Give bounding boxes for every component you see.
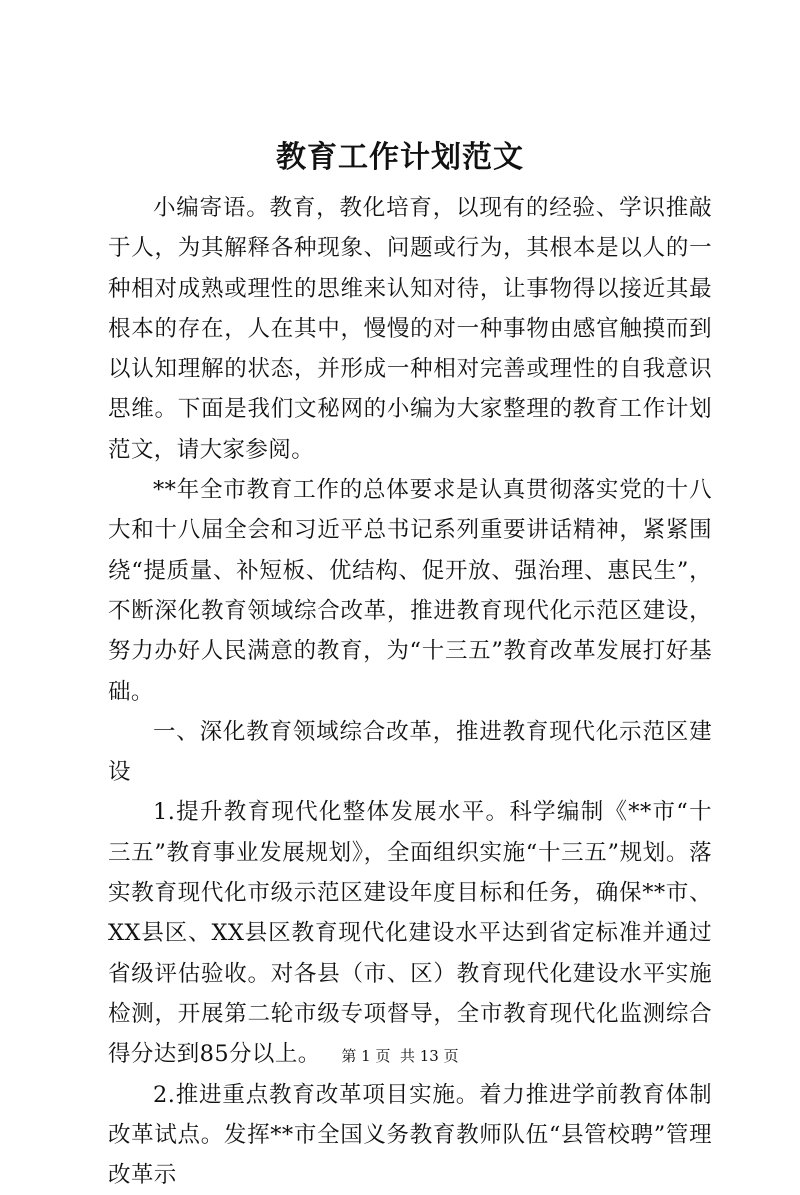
page-footer [0, 1046, 800, 1066]
page-number: 第 1 页 共 13 页 [341, 1047, 459, 1065]
section-heading-1: 一、深化教育领域综合改革，推进教育现代化示范区建设 [108, 718, 712, 786]
paragraph-overall-requirements: **年全市教育工作的总体要求是认真贯彻落实党的十八大和十八届全会和习近平总书记系列重要讲话精神，紧紧围绕“提质量、补短板、优结构、促开放、强治理、惠民生”，不断深化教育领域综合改革，推进教育现代化示范区建设，努力办好人民满意的教育，为“十三五”教育改革发展打好基础。 [108, 477, 712, 705]
paragraph-intro: 小编寄语。教育，教化培育，以现有的经验、学识推敲于人，为其解释各种现象、问题或行为，其根本是以人的一种相对成熟或理性的思维来认知对待，让事物得以接近其最根本的存在，人在其中，慢慢的对一种事物由感官触摸而到以认知理解的状态，并形成一种相对完善或理性的自我意识思维。下面是我们文秘网的小编为大家整理的教育工作计划范文，请大家参阅。 [108, 195, 712, 463]
document-title: 教育工作计划范文 [276, 140, 524, 175]
paragraph-item-2: 2.推进重点教育改革项目实施。着力推进学前教育体制改革试点。发挥**市全国义务教育教师队伍“县管校聘”管理改革示 [108, 1081, 712, 1189]
document-body [108, 188, 712, 1195]
paragraph-item-1: 1.提升教育现代化整体发展水平。科学编制《**市“十三五”教育事业发展规划》，全面组织实施“十三五”规划。落实教育现代化市级示范区建设年度目标和任务，确保**市、XX县区、XX县区教育现代化建设水平达到省定标准并通过省级评估验收。对各县（市、区）教育现代化建设水平实施检测，开展第二轮市级专项督导，全市教育现代化监测综合得分达到85分以上。 [108, 799, 712, 1068]
